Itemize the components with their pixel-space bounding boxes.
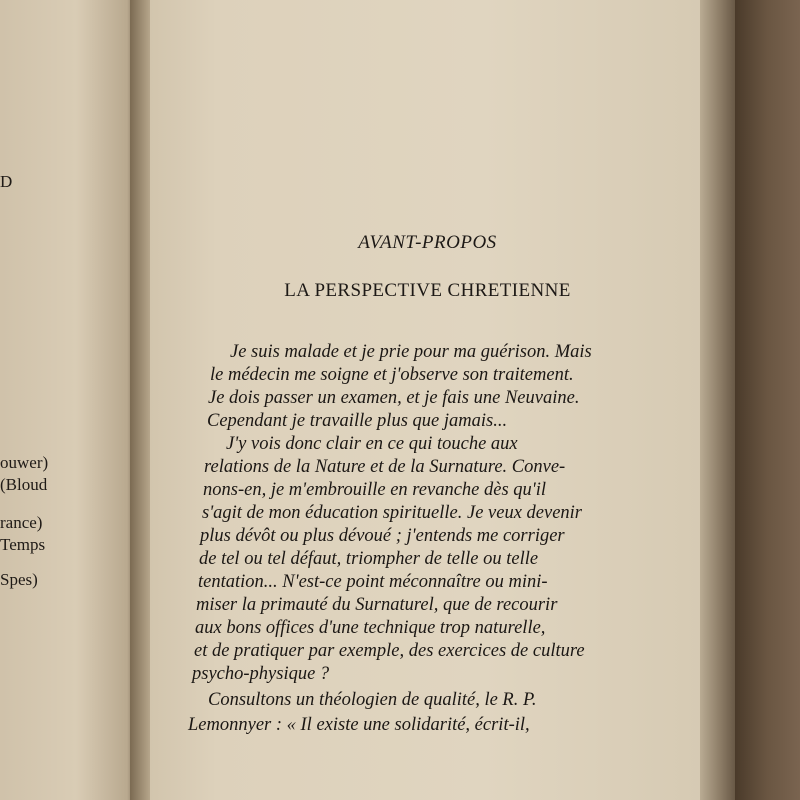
chapter-subtitle: LA PERSPECTIVE CHRETIENNE — [284, 280, 571, 301]
body-text-line: plus dévôt ou plus dévoué ; j'entends me corriger — [200, 526, 565, 546]
left-page — [0, 0, 140, 800]
body-text-line: de tel ou tel défaut, triompher de telle ou telle — [199, 549, 539, 569]
body-text-line: aux bons offices d'une technique trop naturelle, — [195, 618, 546, 638]
body-text-line: Lemonnyer : « Il existe une solidarité, écrit-il, — [188, 715, 530, 735]
body-text-line: s'agit de mon éducation spirituelle. Je veux devenir — [202, 503, 583, 523]
body-text-line: miser la primauté du Surnaturel, que de recourir — [196, 595, 558, 615]
left-page-line: (Bloud — [0, 475, 48, 494]
left-page-line: D — [0, 172, 13, 191]
body-text-line: et de pratiquer par exemple, des exercices de culture — [194, 641, 585, 661]
chapter-title: AVANT-PROPOS — [358, 232, 497, 253]
body-text-line: nons-en, je m'embrouille en revanche dès qu'il — [203, 480, 547, 500]
left-page-line: Spes) — [0, 570, 38, 589]
page-edge — [700, 0, 740, 800]
body-text-line: Consultons un théologien de qualité, le R. P. — [208, 690, 537, 710]
body-text-line: Je suis malade et je prie pour ma guérison. Mais — [230, 342, 592, 362]
body-text-line: le médecin me soigne et j'observe son traitement. — [210, 365, 574, 385]
body-text-line: Je dois passer un examen, et je fais une Neuvaine. — [208, 388, 580, 408]
body-text-line: tentation... N'est-ce point méconnaître ou mini- — [198, 572, 548, 592]
body-text-line: relations de la Nature et de la Surnature. Conve- — [204, 457, 566, 477]
body-text-line: Cependant je travaille plus que jamais... — [207, 411, 508, 431]
wooden-surface — [735, 0, 800, 800]
left-page-line: rance) — [0, 513, 43, 532]
body-text-line: J'y vois donc clair en ce qui touche aux — [226, 434, 518, 454]
body-text-line: psycho-physique ? — [192, 664, 330, 684]
left-page-line: ouwer) — [0, 453, 49, 472]
left-page-line: Temps — [0, 535, 46, 554]
